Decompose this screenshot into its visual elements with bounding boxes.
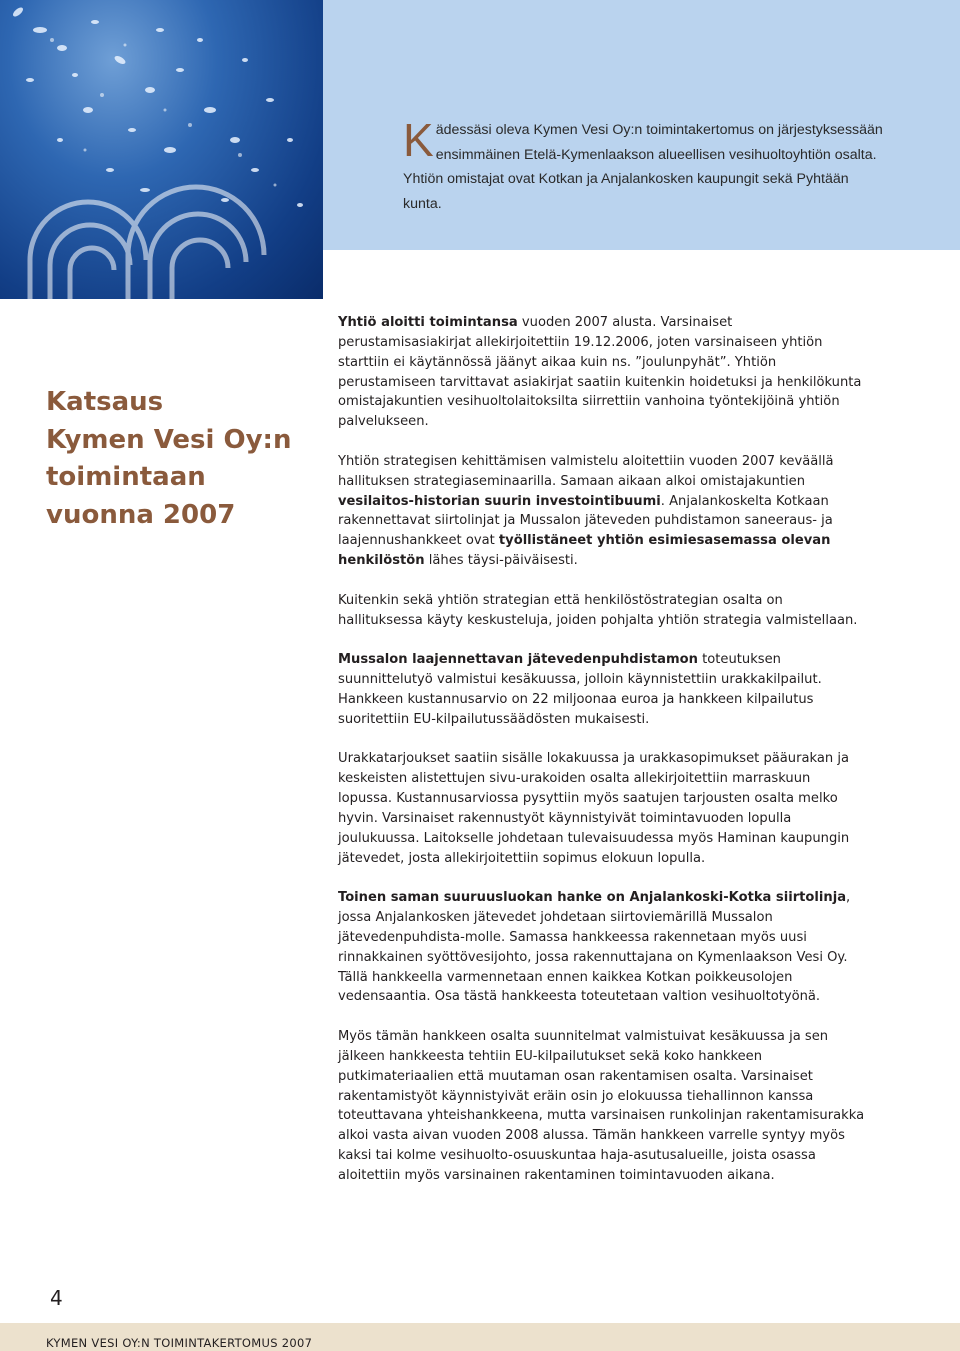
paragraph-3-text: Kuitenkin sekä yhtiön strategian että henkilöstöstrategian osalta on hallituksessa käyty keskusteluja, joiden pohjalta yhtiön strategia valmistellaan. — [338, 592, 858, 628]
paragraph-2-bold-2: työllistäneet yhtiön esimiesasemassa olevan henkilöstön — [338, 533, 831, 569]
paragraph-7-text: Myös tämän hankkeen osalta suunnitelmat valmistuivat kesäkuussa ja sen jälkeen hankkeesta tehtiin EU-kilpailutukset sekä koko hankkeen putkimateriaalien että muutaman osan rakentamisen osalta. Varsinaiset rakentamistyöt käynnistyivät eräin osin jo elokuussa tiehallinnon kanssa toteuttavana yhteishankkeena, mutta varsinaisen runkolinjan rakentamisurakka alkoi vasta aivan vuoden 2008 alussa. Tämän hankkeen varrelle syntyy myös kaksi tai kolme vesihuolto-osuuskuntaa haja-asutusalueille, joista osassa aloitettiin myös varsinainen rakentaminen toimintavuoden aikana. — [338, 1029, 865, 1183]
section-title — [46, 384, 296, 534]
paragraph-6-text: , jossa Anjalankosken jätevedet johdetaan siirtoviemärillä Mussalon jätevedenpuhdista-molle. Samassa hankkeessa rakennetaan myös uusi rinnakkainen syöttövesijohto, jossa rakennuttajana on Kymenlaakson Vesi Oy. Tällä hankkeella varmennetaan ennen kaikkea Kotkan poikkeusolojen vedensaantia. Osa tästä hankkeesta toteutetaan valtion vesihuoltotyönä. — [338, 890, 851, 1005]
paragraph-6-bold: Toinen saman suuruusluokan hanke on Anjalankoski-Kotka siirtolinja — [338, 890, 847, 906]
section-title-line-2: Kymen Vesi Oy:n — [46, 424, 292, 455]
paragraph-1-text: vuoden 2007 alusta. Varsinaiset perustamisasiakirjat allekirjoitettiin 19.12.2006, joten varsinaiseen yhtiön starttiin ei käytännössä jäänyt aikaa kuin ns. ”joulunpyhät”. Yhtiön perustamiseen tarvittavat asiakirjat saatiin kuitenkin hoidetuksi ja henkilökunta omistajakuntien vesihuoltolaitoksilta siirrettiin vanhoina työntekijöinä yhtiön palvelukseen. — [338, 315, 862, 430]
footer-label: KYMEN VESI OY:N TOIMINTAKERTOMUS 2007 — [46, 1336, 313, 1350]
section-title-line-3: toimintaan — [46, 462, 206, 492]
decorative-arcs — [0, 0, 330, 420]
paragraph-2-text-2: . Anjalankoskelta Kotkaan rakennettavat siirtolinjat ja Mussalon jäteveden puhdistamon saneeraus- ja laajennushankkeet ovat — [338, 493, 833, 549]
paragraph-4 — [338, 650, 868, 729]
paragraph-4-bold: Mussalon laajennettavan jätevedenpuhdistamon — [338, 652, 698, 668]
paragraph-1-bold: Yhtiö aloitti toimintansa — [338, 315, 518, 330]
paragraph-6 — [338, 888, 868, 1007]
paragraph-7 — [338, 1027, 868, 1186]
section-title-line-1: Katsaus — [46, 387, 164, 417]
intro-text: ädessäsi oleva Kymen Vesi Oy:n toimintakertomus on järjestyksessään ensimmäinen Etelä-Kymenlaakson alueellisen vesihuoltoyhtiön osalta. Yhtiön omistajat ovat Kotkan ja Anjalankosken kaupungit sekä Pyhtään kunta. — [403, 122, 883, 212]
intro-paragraph — [403, 114, 883, 216]
paragraph-2-bold-1: vesilaitos-historian suurin investointibuumi — [338, 493, 661, 509]
page-number: 4 — [50, 1286, 63, 1310]
paragraph-5 — [338, 749, 868, 868]
paragraph-4-text: toteutuksen suunnittelutyö valmistui kesäkuussa, jolloin käynnistettiin urakkakilpailut. Hankkeen kustannusarvio on 22 miljoonaa euroa ja hankkeen kilpailutus suoritettiin EU-kilpailutussäädösten mukaisesti. — [338, 652, 822, 727]
paragraph-5-text: Urakkatarjoukset saatiin sisälle lokakuussa ja urakkasopimukset pääurakan ja keskeisten alistettujen sivu-urakoiden osalta allekirjoitettiin marraskuun lopussa. Kustannusarviossa pysyttiin myös saatujen tarjousten osalta melko hyvin. Varsinaiset rakennustyöt käynnistyivät toimintavuoden lopulla joulukuussa. Laitokselle johdetaan tulevaisuudessa myös Haminan kaupungin jätevedet, josta allekirjoitettiin sopimus elokuun lopulla. — [338, 751, 850, 866]
paragraph-2 — [338, 452, 868, 571]
paragraph-2-text-3: lähes täysi-päiväisesti. — [424, 553, 578, 569]
paragraph-3 — [338, 591, 868, 631]
drop-cap: K — [403, 114, 434, 166]
paragraph-1 — [338, 313, 868, 432]
body-text — [338, 313, 868, 1206]
paragraph-2-text-1: Yhtiön strategisen kehittämisen valmistelu aloitettiin vuoden 2007 keväällä hallituksen strategiaseminaarilla. Samaan aikaan alkoi omistajakuntien — [338, 453, 834, 489]
section-title-line-4: vuonna 2007 — [46, 499, 236, 530]
